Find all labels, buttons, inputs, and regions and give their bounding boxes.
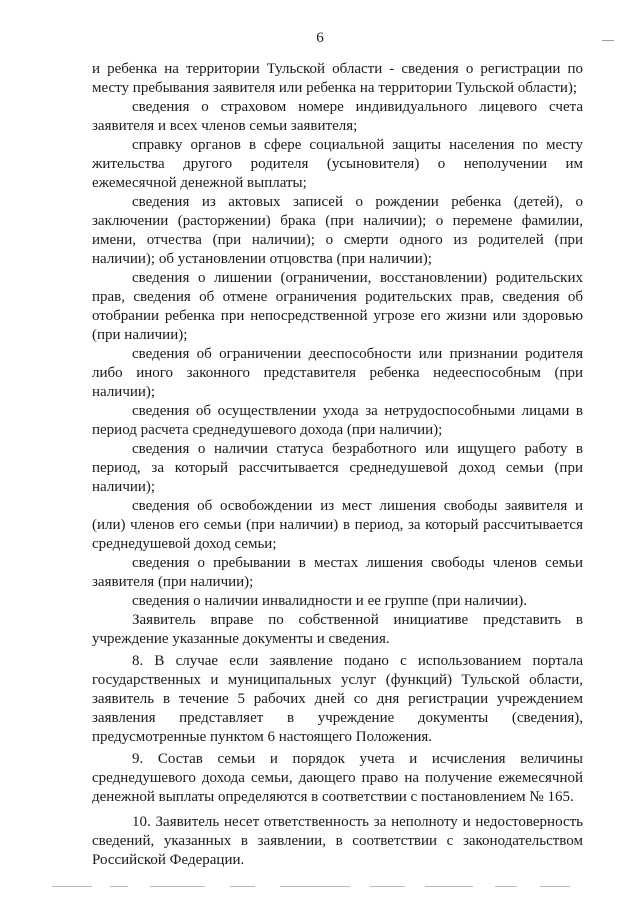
paragraph-parental-rights: сведения о лишении (ограничении, восстановлении) родительских прав, сведения об отмене ограничения родительских прав, сведения об отобрании ребенка при непосредственной угрозе его жизни или здоровью (при наличии); [92,270,583,343]
paragraph-social-protection-certificate: справку органов в сфере социальной защиты населения по месту жительства другого родителя (усыновителя) о неполучении им ежемесячной денежной выплаты; [92,137,583,191]
paragraph-item-8: 8. В случае если заявление подано с использованием портала государственных и муниципальных услуг (функций) Тульской области, заявитель в течение 5 рабочих дней со дня регистрации учреждением заявления представляет в учреждение документы (сведения), предусмотренные пунктом 6 настоящего Положения. [92,653,583,745]
scan-mark [602,40,614,41]
paragraph-item-10: 10. Заявитель несет ответственность за неполноту и недостоверность сведений, указанных в заявлении, в соответствии с законодательством Российской Федерации. [92,814,583,868]
page-number: 6 [316,30,324,46]
paragraph-legal-capacity: сведения об ограничении дееспособности или признании родителя либо иного законного представителя ребенка недееспособным (при наличии); [92,346,583,400]
paragraph-snils: сведения о страховом номере индивидуального лицевого счета заявителя и всех членов семьи заявителя; [92,99,583,134]
document-body [92,60,583,870]
paragraph-own-initiative: Заявитель вправе по собственной инициативе представить в учреждение указанные документы и сведения. [92,612,583,647]
scan-noise [40,884,600,890]
paragraph-item-9: 9. Состав семьи и порядок учета и исчисления величины среднедушевого дохода семьи, дающего право на получение ежемесячной денежной выплаты определяются в соответствии с постановлением № 165. [92,751,583,805]
paragraph-release-from-prison: сведения об освобождении из мест лишения свободы заявителя и (или) членов его семьи (при наличии) в период, за который рассчитывается среднедушевой доход семьи; [92,498,583,552]
paragraph-unemployment-status: сведения о наличии статуса безработного или ищущего работу в период, за который рассчитывается среднедушевой доход семьи (при наличии); [92,441,583,495]
paragraph-residence-continuation: и ребенка на территории Тульской области - сведения о регистрации по месту пребывания заявителя или ребенка на территории Тульской области); [92,61,583,96]
paragraph-care-for-disabled: сведения об осуществлении ухода за нетрудоспособными лицами в период расчета среднедушевого дохода (при наличии); [92,403,583,438]
paragraph-civil-records: сведения из актовых записей о рождении ребенка (детей), о заключении (расторжении) брака (при наличии); о перемене фамилии, имени, отчества (при наличии); о смерти одного из родителей (при наличии); об установлении отцовства (при наличии); [92,194,583,267]
paragraph-disability: сведения о наличии инвалидности и ее группе (при наличии). [132,593,528,609]
paragraph-imprisonment: сведения о пребывании в местах лишения свободы членов семьи заявителя (при наличии); [92,555,583,590]
